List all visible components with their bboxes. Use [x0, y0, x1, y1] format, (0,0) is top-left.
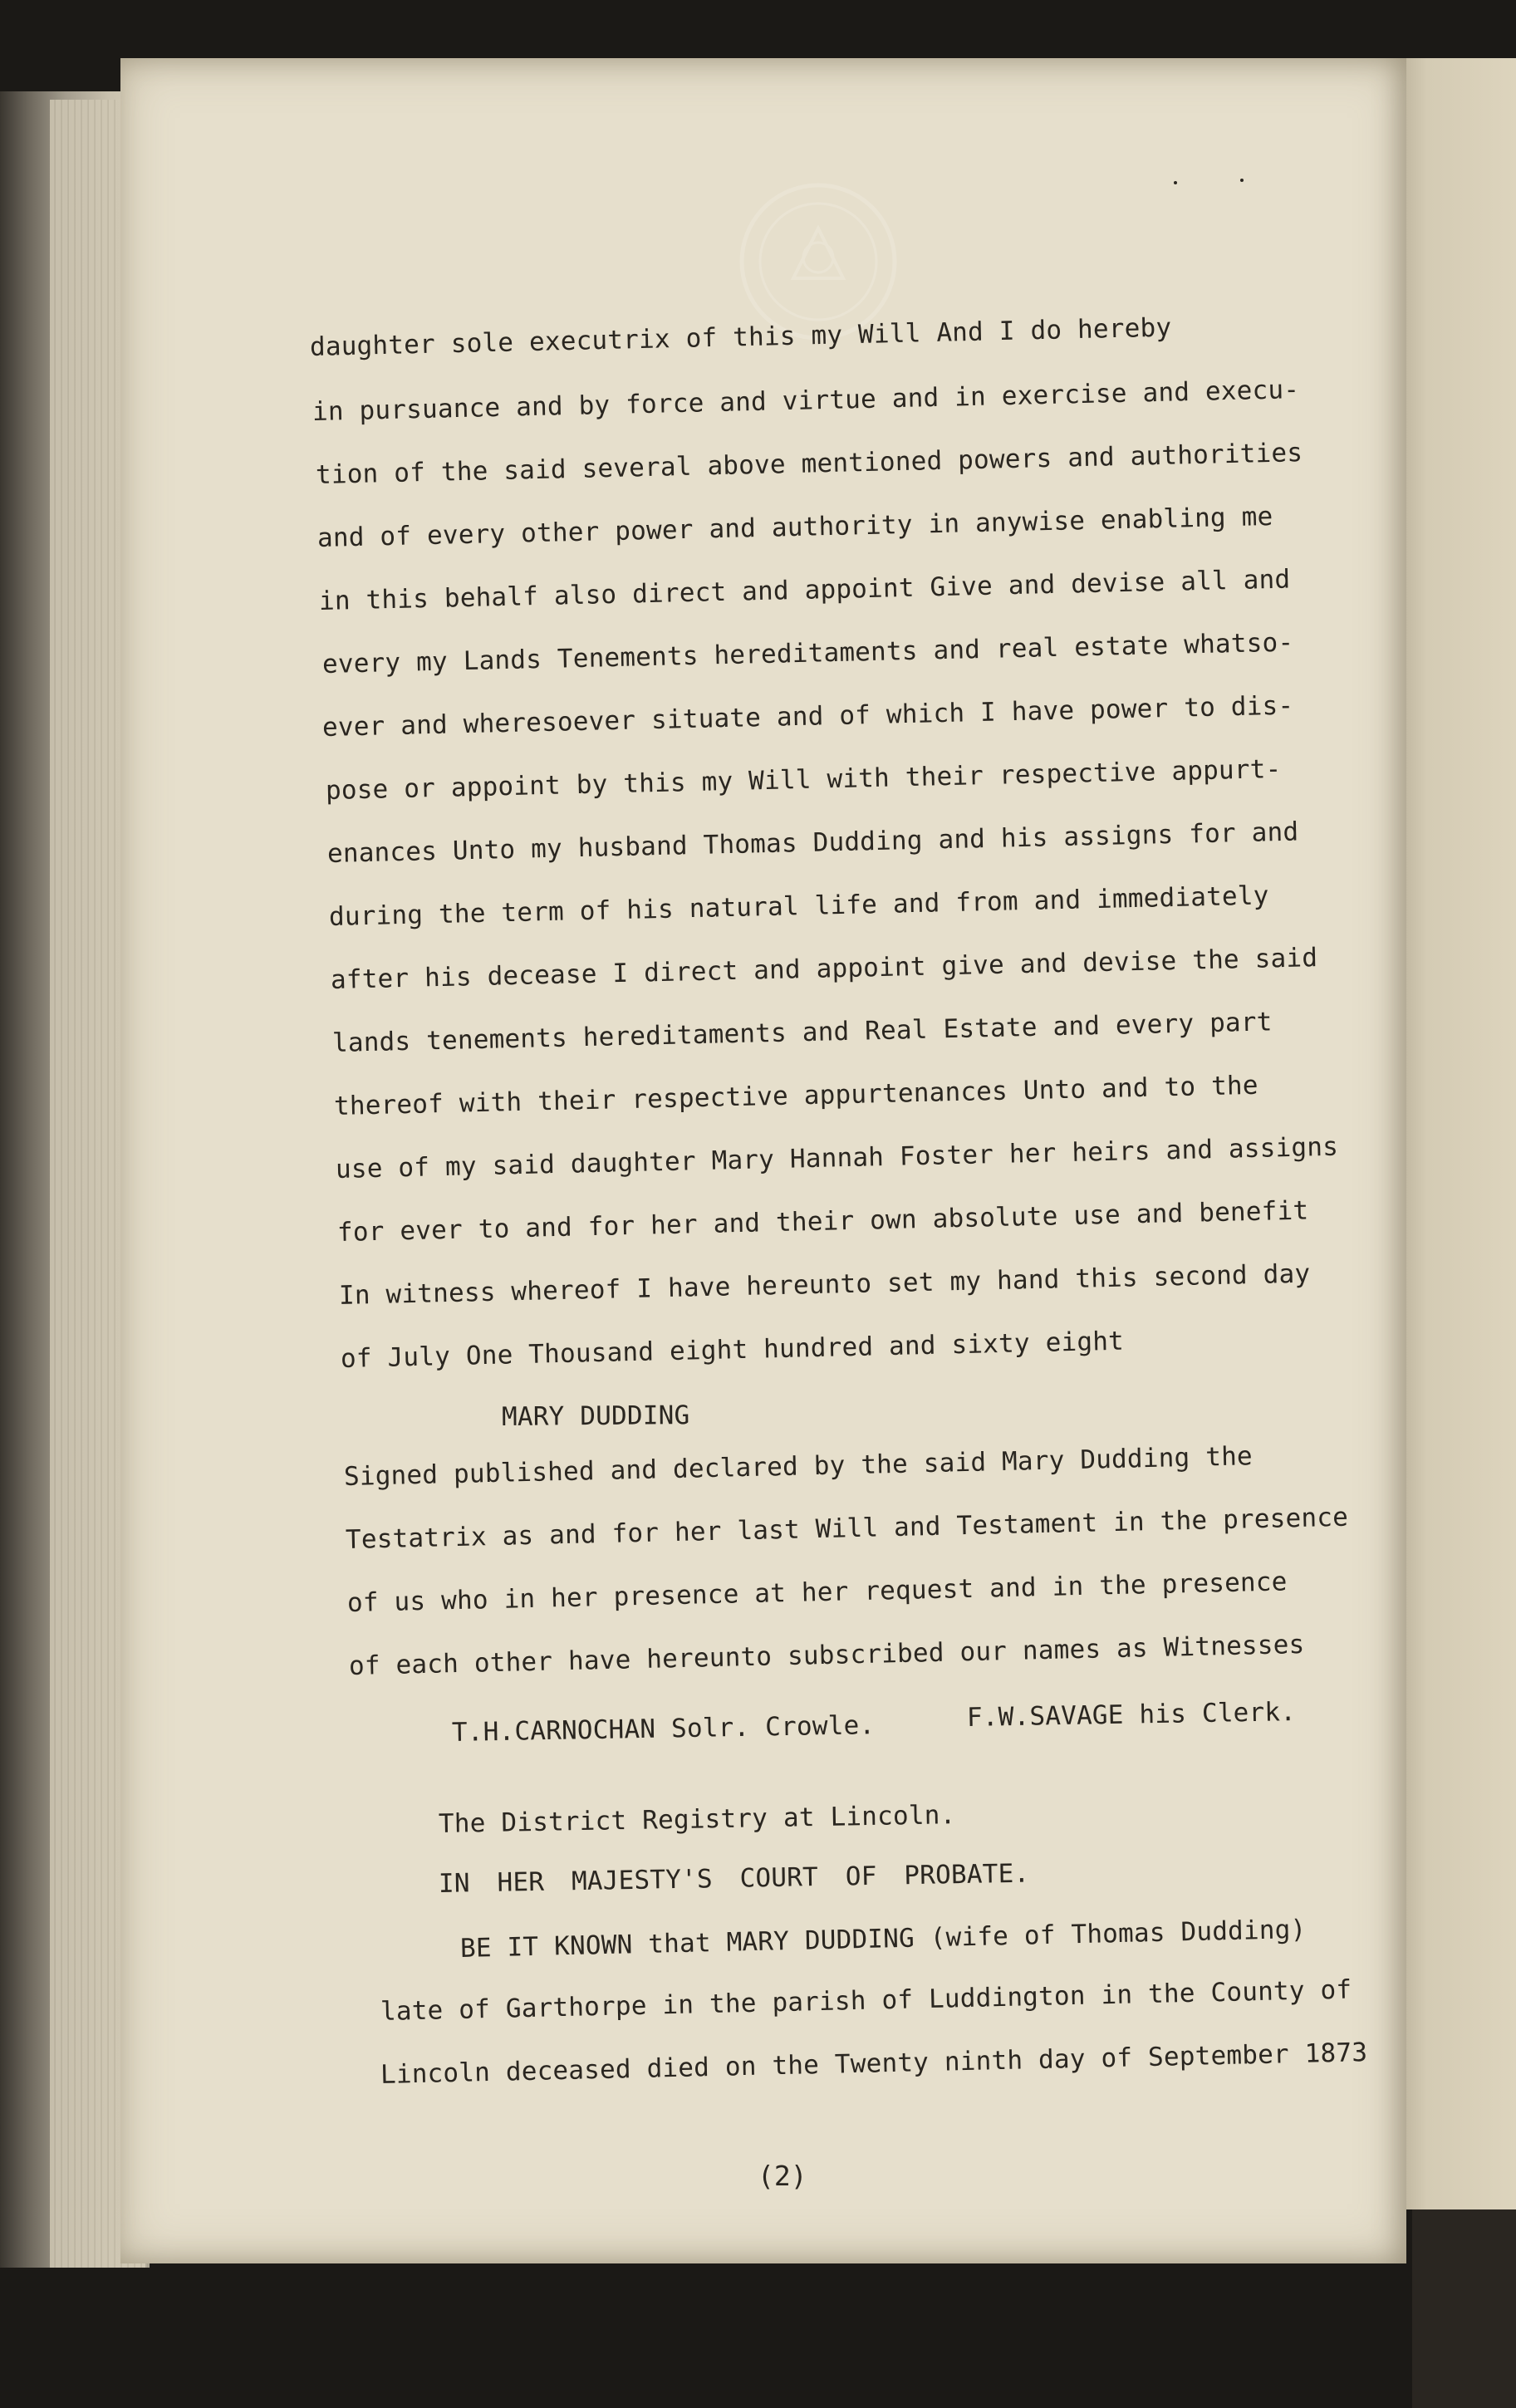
body-line: during the term of his natural life and from and immediately	[328, 880, 1269, 932]
probate-line: late of Garthorpe in the parish of Luddington in the County of	[380, 1974, 1352, 2027]
attestation-line: Testatrix as and for her last Will and Testament in the presence	[345, 1502, 1349, 1555]
probate-line: Lincoln deceased died on the Twenty ninth day of September 1873	[380, 2038, 1368, 2090]
witness-solicitor: T.H.CARNOCHAN Solr. Crowle.	[451, 1710, 876, 1748]
probate-line: BE IT KNOWN that MARY DUDDING (wife of Thomas Dudding)	[459, 1914, 1307, 1964]
facing-page	[1389, 58, 1516, 2209]
body-line: for ever to and for her and their own absolute use and benefit	[336, 1195, 1309, 1248]
body-line: tion of the said several above mentioned powers and authorities	[315, 438, 1303, 490]
testator-signature: MARY DUDDING	[501, 1400, 690, 1432]
body-line: thereof with their respective appurtenances Unto and to the	[333, 1070, 1259, 1121]
body-line: enances Unto my husband Thomas Dudding and his assigns for and	[326, 817, 1299, 869]
ink-mark	[1240, 179, 1244, 182]
body-line: ever and wheresoever situate and of which I have power to dis-	[321, 690, 1294, 743]
body-line: every my Lands Tenements hereditaments and real estate whatso-	[321, 627, 1294, 679]
body-line: In witness whereof I have hereunto set my hand this second day	[338, 1258, 1311, 1311]
attestation-line: of each other have hereunto subscribed our names as Witnesses	[348, 1629, 1305, 1681]
body-line: in pursuance and by force and virtue and in exercise and execu-	[312, 375, 1300, 427]
body-line: pose or appoint by this my Will with their respective appurt-	[325, 753, 1282, 806]
court-heading: IN HER MAJESTY'S COURT OF PROBATE.	[438, 1858, 1030, 1899]
book-cover-corner	[1412, 2209, 1516, 2408]
attestation-line: of us who in her presence at her request and in the presence	[346, 1567, 1288, 1618]
body-line: and of every other power and authority in anywise enabling me	[316, 501, 1273, 553]
page-number: (2)	[758, 2160, 807, 2192]
attestation-line: Signed published and declared by the said Mary Dudding the	[343, 1441, 1254, 1492]
body-line: of July One Thousand eight hundred and sixty eight	[340, 1326, 1125, 1374]
registry-heading: The District Registry at Lincoln.	[438, 1800, 956, 1839]
witness-clerk: F.W.SAVAGE his Clerk.	[966, 1697, 1297, 1733]
body-line: lands tenements hereditaments and Real Estate and every part	[331, 1007, 1273, 1058]
body-line: daughter sole executrix of this my Will And I do hereby	[309, 312, 1172, 362]
ink-mark	[1174, 181, 1177, 184]
body-line: after his decease I direct and appoint give and devise the said	[330, 943, 1318, 995]
body-line: in this behalf also direct and appoint Give and devise all and	[318, 564, 1291, 616]
body-line: use of my said daughter Mary Hannah Foster her heirs and assigns	[335, 1131, 1339, 1184]
